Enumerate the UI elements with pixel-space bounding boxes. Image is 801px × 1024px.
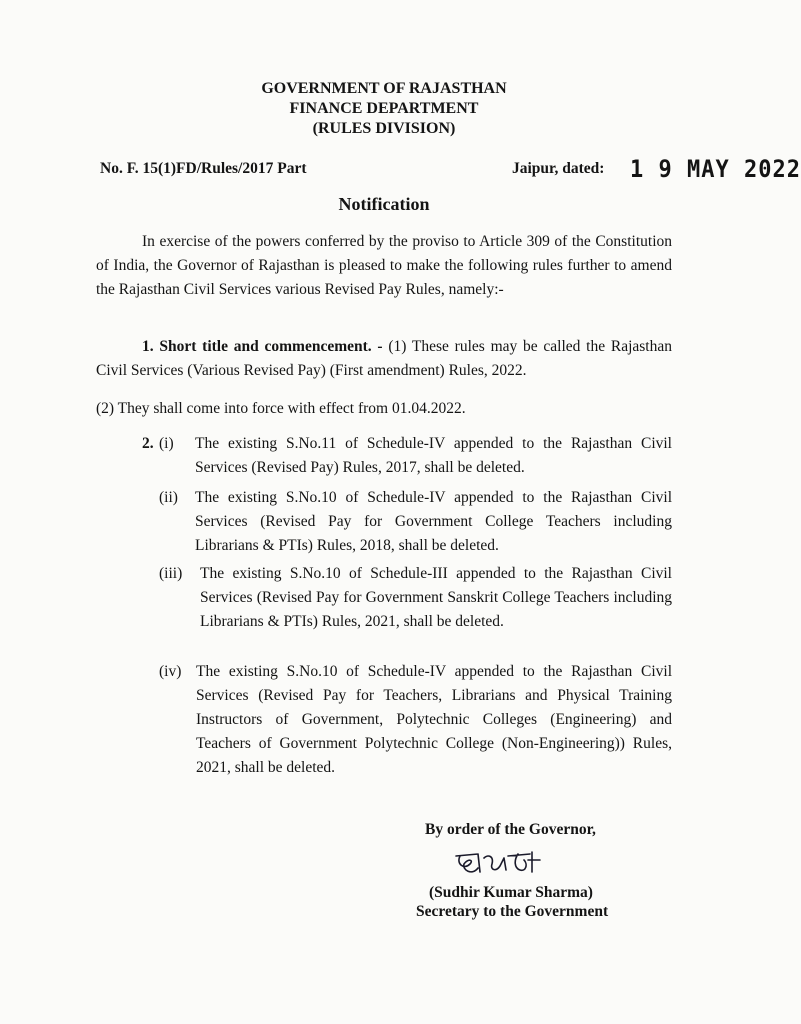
signatory-name: (Sudhir Kumar Sharma) [429, 884, 593, 901]
rule1-heading: 1. Short title and commencement. - [142, 338, 383, 355]
rule2-item-text: The existing S.No.10 of Schedule-IV appended to the Rajasthan Civil Services (Revised Pay for Government College Teachers including Librarians & PTIs) Rules, 2018, shall be deleted. [195, 489, 672, 554]
dated-label: Jaipur, dated: [512, 160, 605, 177]
rule2-item-text: The existing S.No.10 of Schedule-IV appended to the Rajasthan Civil Services (Revised Pay for Teachers, Librarians and Physical Training Instructors of Government, Polytechnic Colleges (Engineering) and Teachers of Government Polytechnic College (Non-Engineering)) Rules, 2021, shall be deleted. [196, 663, 672, 776]
by-order-line: By order of the Governor, [425, 821, 596, 838]
rule2-item [0, 486, 768, 558]
rule2-item-label: (i) [159, 435, 174, 452]
handwritten-signature-icon [448, 842, 548, 884]
rule2-item-text: The existing S.No.11 of Schedule-IV appended to the Rajasthan Civil Services (Revised Pay) Rules, 2017, shall be deleted. [195, 435, 672, 476]
preamble-text: In exercise of the powers conferred by the proviso to Article 309 of the Constitution of India, the Governor of Rajasthan is pleased to make the following rules further to amend the Rajasthan Civil Services various Revised Pay Rules, namely:- [96, 233, 672, 298]
rule1-subrule2: (2) They shall come into force with effect from 01.04.2022. [96, 400, 466, 417]
header-department: FINANCE DEPARTMENT [289, 100, 479, 117]
rule1-text: (1) These rules may be called the Rajasthan Civil Services (Various Revised Pay) (First amendment) Rules, 2022. [96, 338, 672, 379]
rule2-item [0, 562, 768, 658]
rule2-number: 2. [142, 435, 154, 452]
date-stamp: 1 9 MAY 2022 [630, 156, 801, 184]
header-division: (RULES DIVISION) [312, 120, 456, 137]
rule2-item [0, 660, 768, 780]
preamble-paragraph [96, 230, 672, 302]
signatory-designation: Secretary to the Government [416, 903, 609, 920]
rule2-item-text: The existing S.No.10 of Schedule-III appended to the Rajasthan Civil Services (Revised Pay for Government Sanskrit College Teachers including Librarians & PTIs) Rules, 2021, shall be deleted. [200, 565, 672, 630]
rule2-item [0, 432, 768, 480]
page-title: Notification [338, 194, 430, 214]
rule2-item-label: (ii) [159, 489, 178, 506]
rule2-item-label: (iv) [159, 663, 182, 680]
reference-number: No. F. 15(1)FD/Rules/2017 Part [100, 160, 307, 177]
header-government: GOVERNMENT OF RAJASTHAN [261, 80, 507, 97]
rule1-paragraph [96, 335, 672, 383]
rule2-item-label: (iii) [159, 565, 183, 582]
